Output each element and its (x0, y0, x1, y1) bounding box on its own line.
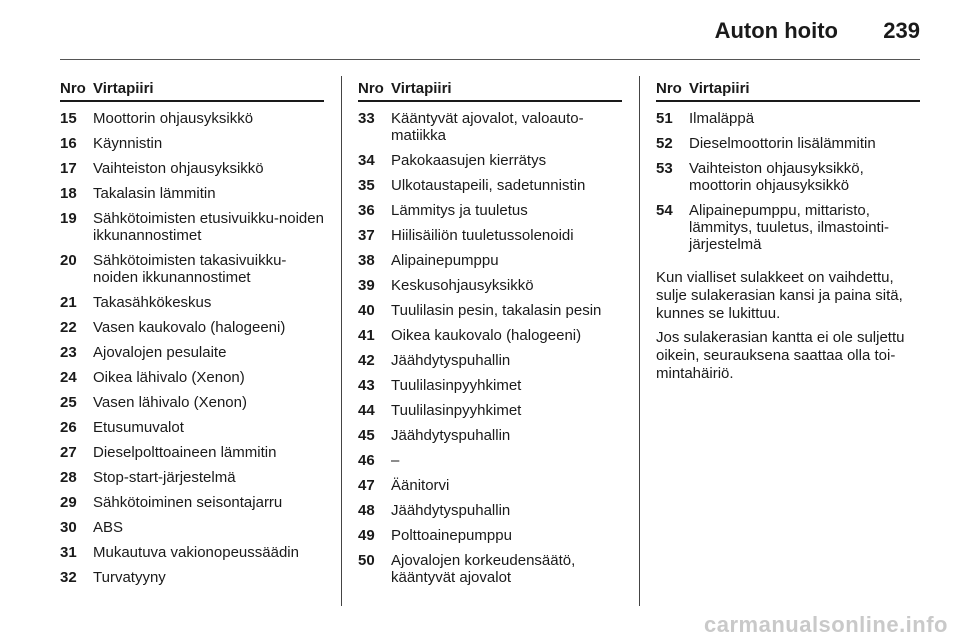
circuit-name: Pakokaasujen kierrätys (391, 152, 547, 169)
fuse-table-2 (358, 80, 622, 586)
circuit-name: Jäähdytyspuhallin (391, 427, 511, 444)
fuse-number: 19 (60, 210, 77, 227)
table-row (358, 444, 622, 469)
table-row (60, 436, 324, 461)
fuse-number: 15 (60, 110, 77, 127)
circuit-name: Äänitorvi (391, 477, 450, 494)
table-row (60, 311, 324, 336)
circuit-name: Alipainepumppu (391, 252, 499, 269)
table-row (358, 244, 622, 269)
table-row (358, 494, 622, 519)
table-row (358, 294, 622, 319)
table-row (656, 102, 920, 127)
table-row (60, 536, 324, 561)
note-paragraph: Jos sulakerasian kantta ei ole suljettu oikein, seurauksena saattaa olla toi-mintahäiriö. (656, 329, 905, 382)
circuit-name: Tuulilasinpyyhkimet (391, 377, 522, 394)
table-row (60, 127, 324, 152)
fuse-number: 48 (358, 502, 375, 519)
header-virtapiiri: Virtapiiri (93, 80, 154, 97)
fuse-number: 51 (656, 110, 673, 127)
table-row (358, 219, 622, 244)
table-row (60, 361, 324, 386)
page-header (0, 0, 960, 60)
table-row (656, 152, 920, 194)
table-row (60, 244, 324, 286)
circuit-name: Etusumuvalot (93, 419, 184, 436)
table-row (60, 336, 324, 361)
table-row (60, 461, 324, 486)
header-rule (60, 59, 920, 60)
table-row (358, 519, 622, 544)
table-row (60, 202, 324, 244)
circuit-name: Vaihteiston ohjausyksikkö (93, 160, 264, 177)
circuit-name: Käynnistin (93, 135, 163, 152)
circuit-name: ABS (93, 519, 124, 536)
fuse-number: 36 (358, 202, 375, 219)
table-row (358, 419, 622, 444)
table-row (60, 411, 324, 436)
circuit-name: Oikea lähivalo (Xenon) (93, 369, 245, 386)
circuit-name: Sähkötoiminen seisontajarru (93, 494, 283, 511)
column-divider (639, 76, 640, 606)
table-header (656, 80, 920, 102)
fuse-number: 34 (358, 152, 375, 169)
fuse-number: 21 (60, 294, 77, 311)
circuit-name: Jäähdytyspuhallin (391, 352, 511, 369)
circuit-name: Kääntyvät ajovalot, valoauto-matiikka (391, 110, 584, 144)
circuit-name: Sähkötoimisten takasivuikku-noiden ikkunannostimet (93, 252, 287, 286)
circuit-name: Dieselmoottorin lisälämmitin (689, 135, 876, 152)
table-row (358, 544, 622, 586)
circuit-name: Tuulilasinpyyhkimet (391, 402, 522, 419)
circuit-name: Turvatyyny (93, 569, 166, 586)
circuit-name: – (391, 452, 400, 469)
fuse-number: 32 (60, 569, 77, 586)
circuit-name: Vasen kaukovalo (halogeeni) (93, 319, 286, 336)
table-row (358, 319, 622, 344)
fuse-number: 49 (358, 527, 375, 544)
fuse-number: 50 (358, 552, 375, 569)
table-row (358, 102, 622, 144)
circuit-name: Moottorin ohjausyksikkö (93, 110, 254, 127)
fuse-number: 46 (358, 452, 375, 469)
fuse-number: 27 (60, 444, 77, 461)
fuse-number: 52 (656, 135, 673, 152)
fuse-number: 47 (358, 477, 375, 494)
fuse-number: 29 (60, 494, 77, 511)
note-paragraph: Kun vialliset sulakkeet on vaihdettu, sulje sulakerasian kansi ja paina sitä, kunnes se lukittuu. (656, 269, 903, 322)
column-divider (341, 76, 342, 606)
fuse-number: 16 (60, 135, 77, 152)
header-virtapiiri: Virtapiiri (689, 80, 750, 97)
circuit-name: Ilmaläppä (689, 110, 755, 127)
fuse-number: 30 (60, 519, 77, 536)
table-row (358, 194, 622, 219)
fuse-number: 18 (60, 185, 77, 202)
fuse-number: 54 (656, 202, 673, 219)
circuit-name: Takalasin lämmitin (93, 185, 216, 202)
fuse-number: 38 (358, 252, 375, 269)
fuse-number: 28 (60, 469, 77, 486)
table-row (60, 177, 324, 202)
table-row (656, 127, 920, 152)
table-header (358, 80, 622, 102)
table-row (60, 152, 324, 177)
fuse-number: 42 (358, 352, 375, 369)
fuse-number: 24 (60, 369, 77, 386)
fuse-number: 53 (656, 160, 673, 177)
table-header (60, 80, 324, 102)
fuse-number: 26 (60, 419, 77, 436)
table-row (358, 369, 622, 394)
page-number: 239 (883, 18, 920, 43)
fuse-number: 40 (358, 302, 375, 319)
circuit-name: Ajovalojen pesulaite (93, 344, 227, 361)
fuse-number: 43 (358, 377, 375, 394)
circuit-name: Sähkötoimisten etusivuikku-noiden ikkunannostimet (93, 210, 324, 244)
table-row (358, 394, 622, 419)
table-row (358, 269, 622, 294)
circuit-name: Tuulilasin pesin, takalasin pesin (391, 302, 602, 319)
circuit-name: Hiilisäiliön tuuletussolenoidi (391, 227, 574, 244)
fuse-number: 39 (358, 277, 375, 294)
circuit-name: Mukautuva vakionopeussäädin (93, 544, 299, 561)
table-row (656, 194, 920, 253)
table-row (60, 486, 324, 511)
table-row (60, 102, 324, 127)
fuse-number: 20 (60, 252, 77, 269)
fuse-number: 17 (60, 160, 77, 177)
header-nro: Nro (358, 80, 384, 97)
watermark: carmanualsonline.info (704, 612, 948, 637)
fuse-number: 33 (358, 110, 375, 127)
fuse-number: 22 (60, 319, 77, 336)
table-row (60, 286, 324, 311)
circuit-name: Vasen lähivalo (Xenon) (93, 394, 247, 411)
circuit-name: Lämmitys ja tuuletus (391, 202, 528, 219)
fuse-number: 35 (358, 177, 375, 194)
circuit-name: Stop-start-järjestelmä (93, 469, 236, 486)
table-row (358, 344, 622, 369)
circuit-name: Vaihteiston ohjausyksikkö, moottorin ohjausyksikkö (689, 160, 864, 194)
fuse-number: 25 (60, 394, 77, 411)
circuit-name: Keskusohjausyksikkö (391, 277, 534, 294)
header-nro: Nro (656, 80, 682, 97)
header-nro: Nro (60, 80, 86, 97)
fuse-table-1 (60, 80, 324, 586)
fuse-number: 23 (60, 344, 77, 361)
page-title: Auton hoito (714, 18, 838, 43)
table-row (358, 169, 622, 194)
circuit-name: Ajovalojen korkeudensäätö, kääntyvät ajovalot (391, 552, 576, 586)
circuit-name: Takasähkökeskus (93, 294, 212, 311)
fuse-number: 44 (358, 402, 375, 419)
table-row (358, 144, 622, 169)
circuit-name: Dieselpolttoaineen lämmitin (93, 444, 277, 461)
fuse-number: 45 (358, 427, 375, 444)
table-row (60, 386, 324, 411)
circuit-name: Polttoainepumppu (391, 527, 512, 544)
circuit-name: Alipainepumppu, mittaristo, lämmitys, tuuletus, ilmastointi-järjestelmä (689, 202, 890, 253)
circuit-name: Ulkotaustapeili, sadetunnistin (391, 177, 586, 194)
table-row (358, 469, 622, 494)
fuse-number: 37 (358, 227, 375, 244)
fuse-number: 41 (358, 327, 375, 344)
circuit-name: Oikea kaukovalo (halogeeni) (391, 327, 582, 344)
fuse-number: 31 (60, 544, 77, 561)
circuit-name: Jäähdytyspuhallin (391, 502, 511, 519)
header-virtapiiri: Virtapiiri (391, 80, 452, 97)
table-row (60, 511, 324, 536)
table-row (60, 561, 324, 586)
fuse-table-3 (656, 80, 920, 383)
